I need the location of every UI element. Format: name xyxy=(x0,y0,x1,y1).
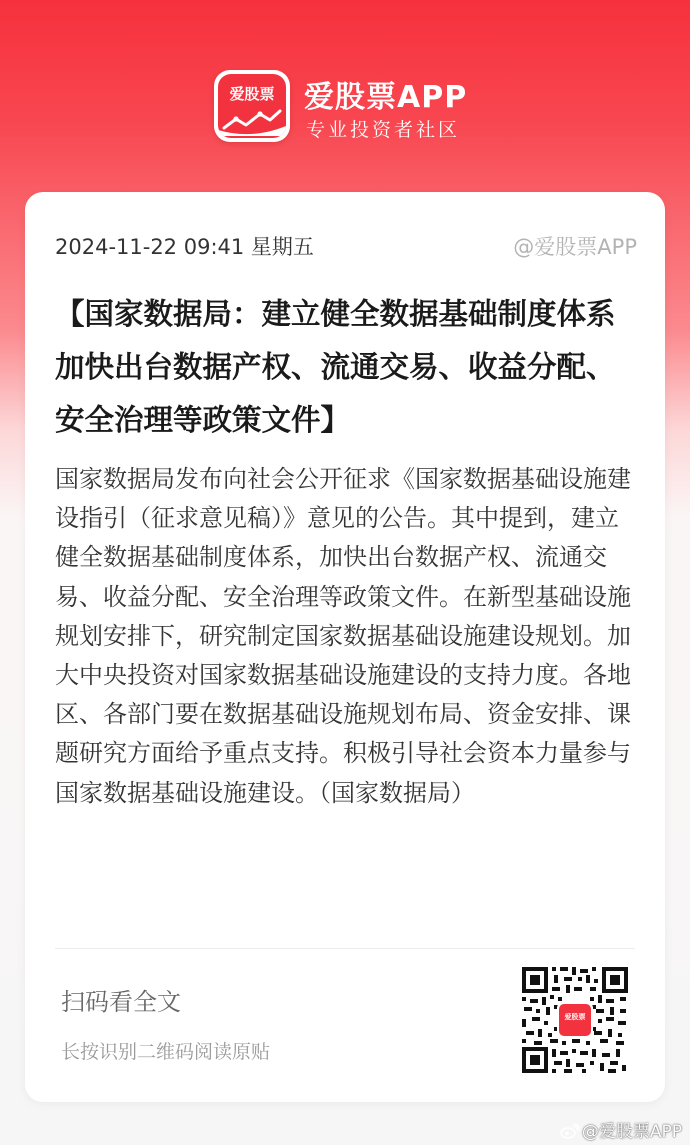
qr-center-logo xyxy=(557,1002,593,1038)
divider xyxy=(55,948,635,949)
app-logo xyxy=(214,70,290,142)
post-headline: 【国家数据局：建立健全数据基础制度体系 加快出台数据产权、流通交易、收益分配、安全治理等政策文件】 xyxy=(55,297,616,437)
logo-text: 爱股票 xyxy=(229,85,275,103)
weibo-icon xyxy=(560,1123,580,1139)
brand-slogan: 专业投资者社区 xyxy=(306,119,461,141)
qr-logo-background xyxy=(559,1004,591,1036)
scan-title: 扫码看全文 xyxy=(61,988,181,1016)
watermark-text: @爱股票APP xyxy=(581,1122,682,1142)
scan-subtitle: 长按识别二维码阅读原贴 xyxy=(61,1041,271,1063)
app-header xyxy=(0,0,690,190)
qr-logo-text: 爱股票 xyxy=(564,1013,586,1021)
post-source[interactable]: @爱股票APP xyxy=(513,235,637,259)
post-datetime: 2024-11-22 09:41 星期五 xyxy=(55,235,314,259)
post-body: 国家数据局发布向社会公开征求《国家数据基础设施建设指引（征求意见稿）》意见的公告。其中提到，建立健全数据基础制度体系，加快出台数据产权、流通交易、收益分配、安全治理等政策文件。在新型基础设施规划安排下，研究制定国家数据基础设施建设规划。加大中央投资对国家数据基础设施建设的支持力度。各地区、各部门要在数据基础设施规划布局、资金安排、课题研究方面给予重点支持。积极引导社会资本力量参与国家数据基础设施建设。（国家数据局） xyxy=(55,465,631,807)
post-card xyxy=(25,192,665,1102)
chart-line-icon xyxy=(218,106,286,136)
brand-name: 爱股票APP xyxy=(304,80,468,115)
qr-code[interactable] xyxy=(520,965,630,1075)
logo-background xyxy=(218,74,286,138)
weibo-watermark xyxy=(560,1117,682,1142)
